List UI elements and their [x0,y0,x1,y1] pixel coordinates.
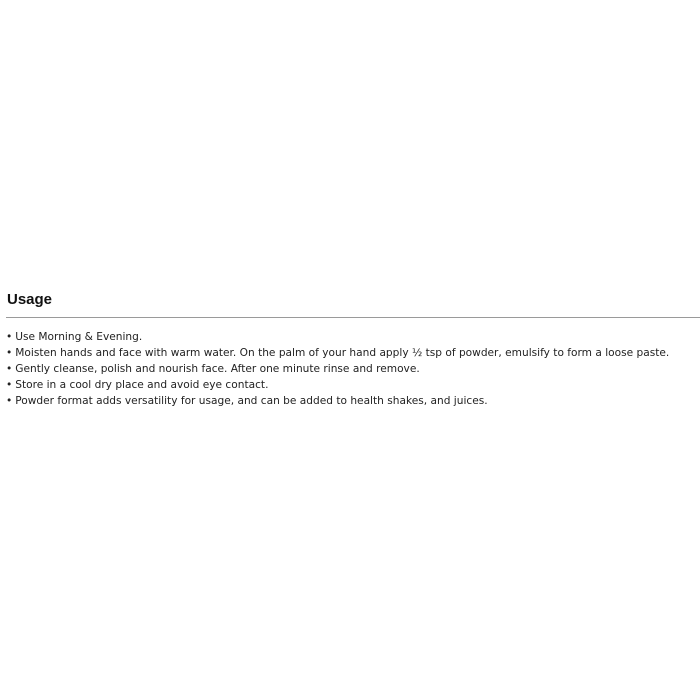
list-item [6,393,700,409]
list-item-text: Store in a cool dry place and avoid eye contact. [15,379,269,391]
list-item [6,377,700,393]
usage-list [6,318,700,409]
bullet-icon: • [6,363,13,375]
bullet-icon: • [6,395,13,407]
list-item [6,345,700,361]
bullet-icon: • [6,347,13,359]
usage-section [6,290,700,409]
list-item [6,329,700,345]
usage-heading: Usage [7,291,53,308]
list-item [6,361,700,377]
bullet-icon: • [6,331,13,343]
bullet-icon: • [6,379,13,391]
list-item-text: Moisten hands and face with warm water. On the palm of your hand apply ½ tsp of powder, emulsify to form a loose paste. [15,347,670,359]
list-item-text: Powder format adds versatility for usage, and can be added to health shakes, and juices. [15,395,488,407]
list-item-text: Use Morning & Evening. [15,331,143,343]
list-item-text: Gently cleanse, polish and nourish face. After one minute rinse and remove. [15,363,420,375]
